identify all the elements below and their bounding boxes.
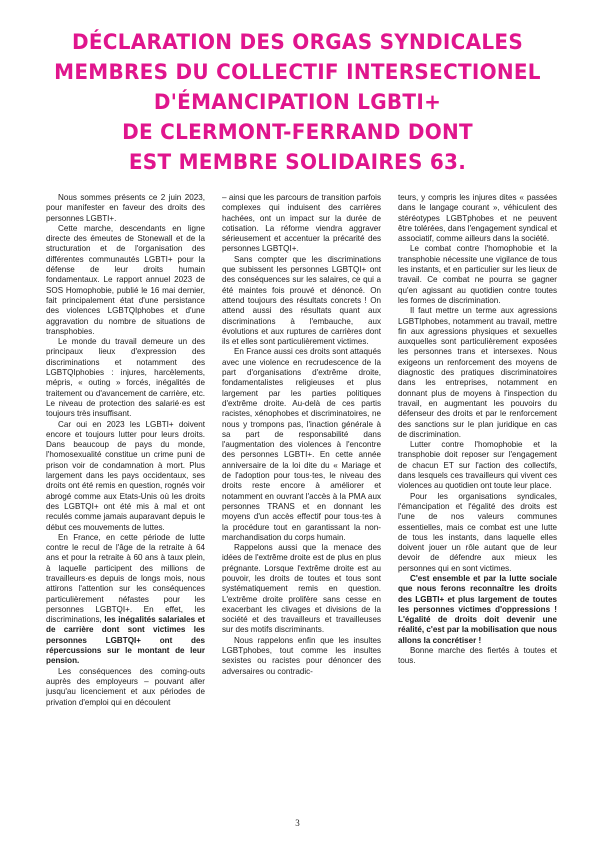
paragraph-text: Nous sommes présents ce 2 juin 2023, pour manifester en faveur des droits des personnes LGBTI+. <box>46 193 205 223</box>
paragraph <box>222 636 381 677</box>
paragraph-text: Rappelons aussi que la menace des idées de l'extrême droite est de plus en plus prégnante. Lorsque l'extrême droite est au pouvoir, les droits de toutes et tous sont systématiquement remis en question. L'extrême droite prolifère sans cesse en exacerbant les clivages et divisions de la société et des travailleurs et travailleuses sur des motifs discriminants. <box>222 543 381 635</box>
title-line-3: D'ÉMANCIPATION LGBTI+ <box>153 90 442 115</box>
declaration-title <box>20 28 575 178</box>
paragraph-text: Le combat contre l'homophobie et la transphobie nécessite une vigilance de tous les instants, et en particulier sur les lieux de travail. Ce combat ne pourra se gagner qu'en agissant au quotidien contre toutes les formes de discrimination. <box>398 244 557 305</box>
paragraph-text: En France, en cette période de lutte contre le recul de l'âge de la retraite à 64 ans et pour la retraite à 60 ans à taux plein, à laquelle participent des millions de travailleurs·es depuis de longs mois, nous attirons l'attention sur les conséquences particulièrement néfastes pour les personnes LGBTQI+. En effet, les discriminations, <box>46 532 205 625</box>
column-1 <box>46 193 205 808</box>
paragraph <box>46 193 205 224</box>
paragraph-bold-text: C'est ensemble et par la lutte sociale que nous ferons reconnaître les droits des LGBTI+ et plus largement de toutes les personnes victimes d'oppressions ! L'égalité de droits doit devenir une réalité, c'est par la mobilisation que nous allons la concrétiser ! <box>398 573 557 645</box>
page-number: 3 <box>295 818 300 828</box>
paragraph-text: Car oui en 2023 les LGBTI+ doivent encore et toujours lutter pour leurs droits. Dans beaucoup de pays du monde, l'homosexualité constitue un crime puni de prison voir de condamnation à mort. Plus largement dans les pays occidentaux, ses droits ont été remis en question, rognés voir abrogé comme aux Etats-Unis où les droits des LGBTQI+ ont été mis à mal et ont reculés comme jamais auparavant depuis le début ces mouvements de luttes. <box>46 419 205 532</box>
paragraph-text: Les conséquences des coming-outs auprès des employeurs – pouvant aller jusqu'au licenciement et aux périodes de privation d'emploi qui en découlent <box>46 666 205 707</box>
column-3 <box>398 193 557 808</box>
paragraph-text: Lutter contre l'homophobie et la transphobie doit reposer sur l'engagement de chacun ET sur l'action des collectifs, dans lesquels ces travailleurs qui vivent ces violences au quotidien ont toute leur place. <box>398 440 557 491</box>
paragraph <box>398 440 557 491</box>
paragraph <box>398 646 557 667</box>
paragraph-text: Le monde du travail demeure un des principaux lieux d'expression des discriminations et notamment des LGBTQIphobies : injures, harcèlements, mépris, « outing » forcés, inégalités de traitement ou d'avancement de carrière, etc. Le niveau de protection des salarié·es est toujours très insuffisant. <box>46 337 205 419</box>
title-line-1: DÉCLARATION DES ORGAS SYNDICALES <box>71 30 524 55</box>
paragraph <box>46 420 205 533</box>
paragraph <box>398 244 557 306</box>
paragraph <box>398 492 557 574</box>
paragraph <box>46 533 205 667</box>
paragraph-text: Bonne marche des fiertés à toutes et tous. <box>398 646 557 666</box>
paragraph <box>222 255 381 348</box>
paragraph <box>222 543 381 636</box>
article-columns <box>46 193 557 808</box>
column-2 <box>222 193 381 808</box>
title-line-4: DE CLERMONT-FERRAND DONT <box>122 120 473 145</box>
paragraph-text: Nous rappelons enfin que les insultes LGBTphobes, tout comme les insultes sexistes ou racistes pour dénoncer des adversaires ou contradic- <box>222 635 381 676</box>
paragraph-bold-text: les inégalités salariales et de carrière dont sont victimes les personnes LGBTQI+ ont des répercussions sur le montant de leur pension. <box>46 615 205 666</box>
paragraph <box>222 193 381 255</box>
paragraph-text: teurs, y compris les injures dites « passées dans le langage courant », véhiculent des stéréotypes LGBTphobes et ne peuvent être tolérées, dans l'engagement syndical et associatif, comme ailleurs dans la société. <box>398 193 557 244</box>
paragraph <box>46 667 205 708</box>
paragraph-text: Il faut mettre un terme aux agressions LGBTIphobes, notamment au travail, mettre fin aux agressions physiques et sexuelles auxquelles sont particulièrement exposées les personnes trans et intersexes. Nous exigeons un renforcement des moyens de diagnostic des pratiques discriminatoires dans les entreprises, notamment en donnant plus de moyens à l'inspection du travail, en augmentant les pouvoirs du défenseur des droits et par le renforcement des sanctions sur le plan juridique en cas de discrimination. <box>398 306 557 439</box>
paragraph <box>222 347 381 543</box>
paragraph <box>398 306 557 440</box>
paragraph <box>398 193 557 244</box>
title-line-2: MEMBRES DU COLLECTIF INTERSECTIONEL <box>54 60 541 85</box>
paragraph <box>46 337 205 419</box>
paragraph-text: – ainsi que les parcours de transition parfois complexes qui induisent des carrières hachées, ont un impact sur la durée de cotisation. La réforme viendra aggraver sérieusement et accentuer la précarité des personnes LGBTQI+. <box>222 193 381 254</box>
paragraph-text: Sans compter que les discriminations que subissent les personnes LGBTQI+ ont des conséquences sur les salaires, ce qui a été maintes fois prouvé et dénoncé. On attend toujours des résultats concrets ! On attend aussi des résultats quant aux discriminations à l'embauche, aux évolutions et aux ruptures de carrières dont ils et elles sont particulièrement victimes. <box>222 254 381 347</box>
paragraph <box>46 224 205 337</box>
paragraph-text: Cette marche, descendants en ligne directe des émeutes de Stonewall et de la structuration et de l'organisation des différentes communautés LGBTI+ pour la défense de leur droits humain fondamentaux. Le rapport annuel 2023 de SOS Homophobie, publié le 16 mai dernier, fait principalement état d'une persistance des violences LGBTQIphobes et d'une aggravation du nombre de situations de transphobies. <box>46 223 205 336</box>
title-line-5: EST MEMBRE SOLIDAIRES 63. <box>128 150 467 175</box>
paragraph-text: En France aussi ces droits sont attaqués avec une violence en recrudescence de la part d'organisations d'extrême droite, fondamentalistes religieuses et plus largement par les parties politiques d'extrême droite. Au-delà de ces partis racistes, xénophobes et discriminatoires, ne nous y trompons pas, l'inaction générale à sa part de responsabilité dans l'augmentation des violences à l'encontre des personnes LGBTI+. En cette année anniversaire de la loi dite du « Mariage et de l'adoption pour tous·tes, le niveau des droits reste encore à améliorer et notamment en ouvrant l'accès à la PMA aux personnes TRANS et en donnant les moyens d'un accès effectif pour tous·tes à la procédure tout en garantissant la non-marchandisation du corps humain. <box>222 347 381 542</box>
paragraph-text: Pour les organisations syndicales, l'émancipation et l'égalité des droits est l'une de nos valeurs communes essentielles, mais ce combat est une lutte de tous les instants, dans laquelle elles doivent jouer un rôle autant que de leur devoir de défendre aux mieux les personnes qui en sont victimes. <box>398 491 557 573</box>
paragraph <box>398 574 557 646</box>
